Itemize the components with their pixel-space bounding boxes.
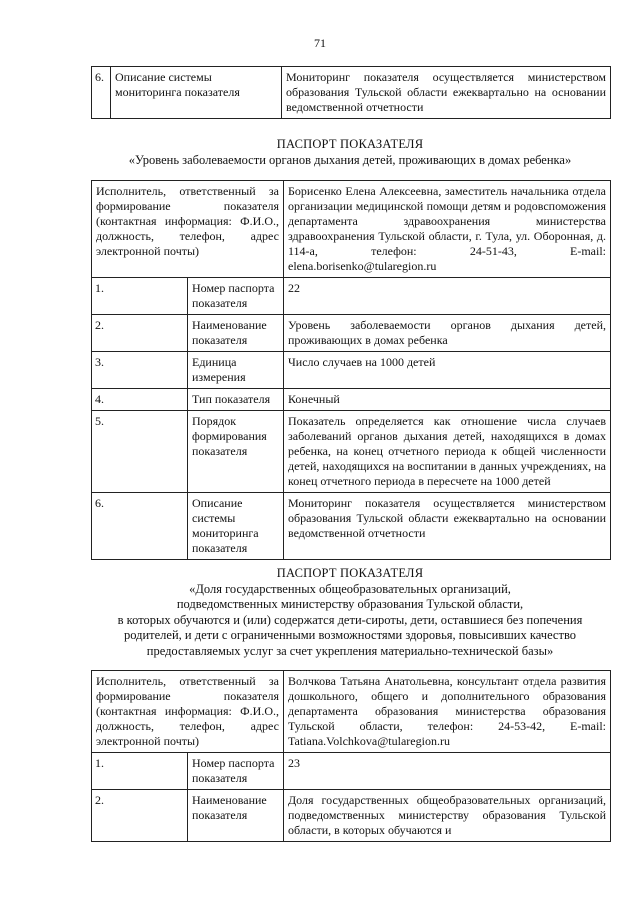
passport-23-table [91,670,611,842]
passport-22-title [80,137,620,168]
row-value: 22 [284,278,611,315]
row-value: Конечный [284,389,611,411]
row-number: 6. [92,493,188,560]
row-value: Показатель определяется как отношение числа случаев заболеваний органов дыхания детей, находящихся в домах ребенка, на конец отчетного периода к общей численности детей, находящихся на воспитании в данных учреждениях, на конец отчетного периода в пересчете на 1000 детей [284,411,611,493]
top-table [91,66,611,119]
row-number: 5. [92,411,188,493]
row-number: 6. [92,67,111,119]
page-number: 71 [314,36,326,50]
row-label: Единица измерения [188,352,284,389]
executor-label: Исполнитель, ответственный за формирование показателя (контактная информация: Ф.И.О., должность, телефон, адрес электронной почты) [92,671,284,753]
executor-label: Исполнитель, ответственный за формирование показателя (контактная информация: Ф.И.О., должность, телефон, адрес электронной почты) [92,181,284,278]
row-label: Описание системы мониторинга показателя [111,67,282,119]
table-row [92,352,611,389]
row-number: 3. [92,352,188,389]
passport-23-title [80,566,620,659]
row-label: Номер паспорта показателя [188,278,284,315]
executor-value: Борисенко Елена Алексеевна, заместитель начальника отдела организации медицинской помощи детям и родовспоможения департамента здравоохранения министерства здравоохранения Тульской области, г. Тула, ул. Оборонная, д. 114-а, телефон: 24-51-43, E-mail: elena.borisenko@tularegion.ru [284,181,611,278]
passport-subtitle-line: «Доля государственных общеобразовательных организаций, [189,581,511,596]
row-number: 1. [92,753,188,790]
row-label: Описание системы мониторинга показателя [188,493,284,560]
row-value: 23 [284,753,611,790]
row-label: Номер паспорта показателя [188,753,284,790]
executor-row [92,671,611,753]
table-row [92,389,611,411]
row-number: 2. [92,790,188,842]
row-label: Порядок формирования показателя [188,411,284,493]
row-value: Мониторинг показателя осуществляется министерством образования Тульской области ежеквартально на основании ведомственной отчетности [284,493,611,560]
table-row [92,315,611,352]
row-number: 4. [92,389,188,411]
row-number: 1. [92,278,188,315]
row-value: Доля государственных общеобразовательных организаций, подведомственных министерству образования Тульской области, в которых обучаются и [284,790,611,842]
table-row [92,790,611,842]
row-label: Наименование показателя [188,790,284,842]
table-row [92,411,611,493]
row-value: Уровень заболеваемости органов дыхания детей, проживающих в домах ребенка [284,315,611,352]
passport-subtitle-line: подведомственных министерству образования Тульской области, [176,597,524,611]
row-number: 2. [92,315,188,352]
row-value: Число случаев на 1000 детей [284,352,611,389]
table-row [92,67,611,119]
passport-subtitle-line: предоставляемых услуг за счет укрепления материально-технической базы» [146,643,554,658]
row-label: Наименование показателя [188,315,284,352]
passport-subtitle: «Уровень заболеваемости органов дыхания детей, проживающих в домах ребенка» [128,152,572,167]
passport-subtitle-line: в которых обучаются и (или) содержатся дети-сироты, дети, оставшиеся без попечения [117,612,583,627]
passport-heading: ПАСПОРТ ПОКАЗАТЕЛЯ [276,137,424,151]
row-value: Мониторинг показателя осуществляется министерством образования Тульской области ежеквартально на основании ведомственной отчетности [282,67,611,119]
table-row [92,278,611,315]
executor-row [92,181,611,278]
table-row [92,753,611,790]
executor-value: Волчкова Татьяна Анатольевна, консультант отдела развития дошкольного, общего и дополнительного образования департамента образования министерства образования Тульской области, телефон: 24-53-42, E-mail: Tatiana.Volchkova@tularegion.ru [284,671,611,753]
passport-subtitle-line: родителей, и дети с ограниченными возможностями здоровья, повысивших качество [123,628,577,642]
passport-22-table [91,180,611,560]
row-label: Тип показателя [188,389,284,411]
passport-heading: ПАСПОРТ ПОКАЗАТЕЛЯ [276,566,424,580]
table-row [92,493,611,560]
